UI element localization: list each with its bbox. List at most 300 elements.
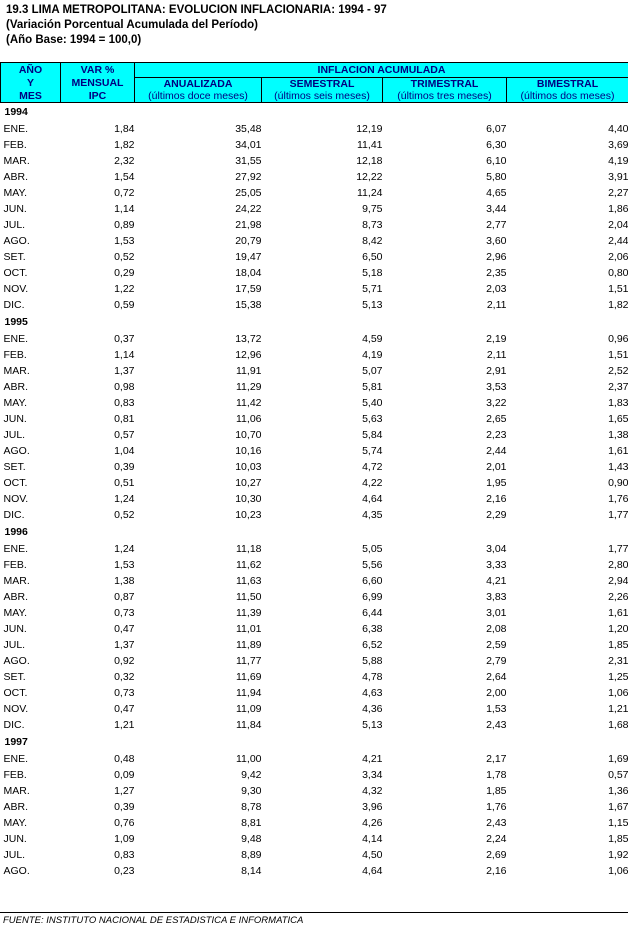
bimestral-cell: 1,85 bbox=[608, 833, 628, 845]
table-row bbox=[1, 637, 628, 653]
semestral-cell: 11,24 bbox=[357, 187, 383, 199]
header-anio: AÑO bbox=[1, 63, 61, 78]
year-row bbox=[1, 733, 628, 751]
semestral-cell: 5,84 bbox=[362, 429, 383, 441]
semestral-cell: 5,71 bbox=[362, 283, 383, 295]
var-mensual-cell: 0,09 bbox=[114, 769, 135, 781]
table-row bbox=[1, 557, 628, 573]
month-cell: MAR. bbox=[3, 365, 30, 377]
var-mensual-cell: 0,47 bbox=[114, 703, 135, 715]
month-cell: ABR. bbox=[3, 381, 29, 393]
bimestral-cell: 1,06 bbox=[608, 687, 628, 699]
month-cell: ABR. bbox=[3, 171, 29, 183]
semestral-cell: 5,13 bbox=[362, 299, 383, 311]
semestral-cell: 12,22 bbox=[356, 171, 383, 183]
month-cell: AGO. bbox=[3, 235, 30, 247]
trimestral-cell: 2,16 bbox=[486, 493, 507, 505]
trimestral-cell: 3,22 bbox=[486, 397, 507, 409]
semestral-cell: 5,74 bbox=[362, 445, 383, 457]
var-mensual-cell: 0,83 bbox=[114, 397, 135, 409]
table-header bbox=[1, 63, 628, 103]
title-block bbox=[6, 3, 387, 48]
year-row bbox=[1, 103, 628, 122]
semestral-cell: 12,18 bbox=[356, 155, 383, 167]
month-cell: DIC. bbox=[3, 299, 25, 311]
var-mensual-cell: 0,98 bbox=[114, 381, 135, 393]
source-note: FUENTE: INSTITUTO NACIONAL DE ESTADISTICA E INFORMATICA bbox=[3, 915, 304, 926]
table-row bbox=[1, 395, 628, 411]
bimestral-cell: 0,96 bbox=[608, 333, 628, 345]
header-mensual: MENSUAL bbox=[61, 78, 135, 91]
var-mensual-cell: 0,87 bbox=[114, 591, 135, 603]
anualizada-cell: 21,98 bbox=[235, 219, 262, 231]
anualizada-cell: 8,89 bbox=[241, 849, 262, 861]
anualizada-cell: 25,05 bbox=[235, 187, 262, 199]
month-cell: MAY. bbox=[3, 187, 28, 199]
table-row bbox=[1, 363, 628, 379]
bimestral-cell: 1,69 bbox=[608, 753, 628, 765]
var-mensual-cell: 0,32 bbox=[114, 671, 135, 683]
month-cell: JUL. bbox=[3, 639, 26, 651]
anualizada-cell: 8,81 bbox=[241, 817, 262, 829]
semestral-cell: 3,96 bbox=[362, 801, 383, 813]
table-row bbox=[1, 121, 628, 137]
table-row bbox=[1, 541, 628, 557]
anualizada-cell: 13,72 bbox=[235, 333, 262, 345]
bimestral-cell: 2,37 bbox=[608, 381, 628, 393]
var-mensual-cell: 1,24 bbox=[114, 543, 135, 555]
semestral-cell: 4,22 bbox=[362, 477, 383, 489]
trimestral-cell: 6,30 bbox=[486, 139, 507, 151]
table-row bbox=[1, 443, 628, 459]
table-body bbox=[1, 103, 628, 880]
anualizada-cell: 20,79 bbox=[235, 235, 262, 247]
semestral-cell: 4,21 bbox=[362, 753, 383, 765]
anualizada-cell: 8,14 bbox=[241, 865, 262, 877]
month-cell: JUN. bbox=[3, 833, 27, 845]
month-cell: NOV. bbox=[3, 703, 29, 715]
header-y: Y bbox=[1, 78, 61, 91]
trimestral-cell: 2,11 bbox=[486, 299, 507, 311]
trimestral-cell: 3,60 bbox=[486, 235, 507, 247]
bimestral-cell: 1,51 bbox=[608, 349, 628, 361]
anualizada-cell: 8,78 bbox=[241, 801, 262, 813]
anualizada-cell: 31,55 bbox=[235, 155, 262, 167]
trimestral-cell: 2,43 bbox=[486, 817, 507, 829]
header-bimestral-sub: (últimos dos meses) bbox=[507, 90, 628, 103]
semestral-cell: 8,73 bbox=[362, 219, 383, 231]
semestral-cell: 6,44 bbox=[362, 607, 383, 619]
trimestral-cell: 2,96 bbox=[486, 251, 507, 263]
anualizada-cell: 11,91 bbox=[236, 365, 262, 377]
bimestral-cell: 4,19 bbox=[608, 155, 628, 167]
semestral-cell: 4,32 bbox=[362, 785, 383, 797]
anualizada-cell: 12,96 bbox=[235, 349, 262, 361]
semestral-cell: 5,81 bbox=[362, 381, 383, 393]
bimestral-cell: 1,20 bbox=[608, 623, 628, 635]
month-cell: SET. bbox=[3, 251, 26, 263]
trimestral-cell: 3,44 bbox=[486, 203, 507, 215]
trimestral-cell: 1,53 bbox=[486, 703, 507, 715]
semestral-cell: 6,38 bbox=[362, 623, 383, 635]
var-mensual-cell: 0,72 bbox=[114, 187, 135, 199]
anualizada-cell: 35,48 bbox=[235, 123, 262, 135]
bimestral-cell: 1,61 bbox=[608, 445, 628, 457]
month-cell: JUN. bbox=[3, 413, 27, 425]
semestral-cell: 5,63 bbox=[362, 413, 383, 425]
trimestral-cell: 2,35 bbox=[486, 267, 507, 279]
bimestral-cell: 1,85 bbox=[608, 639, 628, 651]
anualizada-cell: 19,47 bbox=[235, 251, 262, 263]
table-row bbox=[1, 831, 628, 847]
var-mensual-cell: 0,81 bbox=[114, 413, 135, 425]
trimestral-cell: 5,80 bbox=[486, 171, 507, 183]
var-mensual-cell: 0,92 bbox=[114, 655, 135, 667]
table-row bbox=[1, 653, 628, 669]
header-ipc: IPC bbox=[61, 90, 135, 103]
semestral-cell: 4,14 bbox=[362, 833, 383, 845]
var-mensual-cell: 0,52 bbox=[114, 251, 135, 263]
bimestral-cell: 1,76 bbox=[608, 493, 628, 505]
bimestral-cell: 0,90 bbox=[608, 477, 628, 489]
anualizada-cell: 10,23 bbox=[235, 509, 262, 521]
trimestral-cell: 3,33 bbox=[486, 559, 507, 571]
month-cell: NOV. bbox=[3, 493, 29, 505]
semestral-cell: 5,05 bbox=[362, 543, 383, 555]
var-mensual-cell: 1,37 bbox=[114, 639, 135, 651]
semestral-cell: 4,63 bbox=[362, 687, 383, 699]
month-cell: MAR. bbox=[3, 575, 30, 587]
bimestral-cell: 1,06 bbox=[608, 865, 628, 877]
anualizada-cell: 11,77 bbox=[236, 655, 262, 667]
trimestral-cell: 4,21 bbox=[486, 575, 507, 587]
month-cell: OCT. bbox=[3, 687, 28, 699]
trimestral-cell: 2,24 bbox=[486, 833, 507, 845]
table-row bbox=[1, 589, 628, 605]
month-cell: ENE. bbox=[3, 333, 29, 345]
trimestral-cell: 2,77 bbox=[486, 219, 507, 231]
table-row bbox=[1, 847, 628, 863]
bimestral-cell: 1,86 bbox=[608, 203, 628, 215]
table-row bbox=[1, 297, 628, 313]
bimestral-cell: 4,40 bbox=[608, 123, 628, 135]
bimestral-cell: 2,26 bbox=[608, 591, 628, 603]
anualizada-cell: 10,30 bbox=[235, 493, 262, 505]
var-mensual-cell: 0,29 bbox=[114, 267, 135, 279]
anualizada-cell: 11,29 bbox=[236, 381, 262, 393]
anualizada-cell: 11,84 bbox=[236, 719, 262, 731]
table-row bbox=[1, 185, 628, 201]
var-mensual-cell: 1,37 bbox=[114, 365, 135, 377]
header-semestral: SEMESTRAL bbox=[262, 78, 383, 91]
month-cell: JUL. bbox=[3, 219, 26, 231]
table-row bbox=[1, 573, 628, 589]
trimestral-cell: 2,43 bbox=[486, 719, 507, 731]
anualizada-cell: 24,22 bbox=[235, 203, 262, 215]
bimestral-cell: 1,83 bbox=[608, 397, 628, 409]
header-anualizada: ANUALIZADA bbox=[135, 78, 262, 91]
var-mensual-cell: 0,73 bbox=[114, 607, 135, 619]
bimestral-cell: 0,57 bbox=[608, 769, 628, 781]
semestral-cell: 5,07 bbox=[362, 365, 383, 377]
var-mensual-cell: 0,59 bbox=[114, 299, 135, 311]
table-row bbox=[1, 281, 628, 297]
var-mensual-cell: 2,32 bbox=[114, 155, 135, 167]
month-cell: AGO. bbox=[3, 445, 30, 457]
month-cell: MAR. bbox=[3, 785, 30, 797]
anualizada-cell: 34,01 bbox=[235, 139, 262, 151]
table-row bbox=[1, 799, 628, 815]
header-semestral-sub: (últimos seis meses) bbox=[262, 90, 383, 103]
bimestral-cell: 1,61 bbox=[608, 607, 628, 619]
var-mensual-cell: 0,73 bbox=[114, 687, 135, 699]
header-var: VAR % bbox=[61, 63, 135, 78]
trimestral-cell: 1,85 bbox=[486, 785, 507, 797]
header-inflacion-acumulada: INFLACION ACUMULADA bbox=[135, 63, 628, 78]
semestral-cell: 3,34 bbox=[362, 769, 383, 781]
trimestral-cell: 2,08 bbox=[486, 623, 507, 635]
trimestral-cell: 1,95 bbox=[486, 477, 507, 489]
trimestral-cell: 2,23 bbox=[486, 429, 507, 441]
table-row bbox=[1, 265, 628, 281]
bimestral-cell: 1,65 bbox=[608, 413, 628, 425]
trimestral-cell: 3,53 bbox=[486, 381, 507, 393]
year-row bbox=[1, 523, 628, 541]
bimestral-cell: 1,15 bbox=[608, 817, 628, 829]
bimestral-cell: 3,91 bbox=[608, 171, 628, 183]
anualizada-cell: 15,38 bbox=[235, 299, 262, 311]
semestral-cell: 11,41 bbox=[357, 139, 383, 151]
anualizada-cell: 10,70 bbox=[235, 429, 262, 441]
bimestral-cell: 0,80 bbox=[608, 267, 628, 279]
anualizada-cell: 11,00 bbox=[236, 753, 262, 765]
semestral-cell: 4,59 bbox=[362, 333, 383, 345]
semestral-cell: 6,50 bbox=[362, 251, 383, 263]
table-row bbox=[1, 783, 628, 799]
semestral-cell: 6,99 bbox=[362, 591, 383, 603]
inflation-table bbox=[0, 62, 628, 879]
month-cell: ENE. bbox=[3, 123, 29, 135]
year-label: 1996 bbox=[4, 526, 28, 538]
table-row bbox=[1, 459, 628, 475]
anualizada-cell: 11,42 bbox=[236, 397, 262, 409]
month-cell: MAY. bbox=[3, 607, 28, 619]
var-mensual-cell: 1,24 bbox=[114, 493, 135, 505]
trimestral-cell: 2,19 bbox=[486, 333, 507, 345]
var-mensual-cell: 0,83 bbox=[114, 849, 135, 861]
month-cell: MAY. bbox=[3, 397, 28, 409]
semestral-cell: 5,88 bbox=[362, 655, 383, 667]
var-mensual-cell: 1,22 bbox=[114, 283, 135, 295]
anualizada-cell: 11,94 bbox=[236, 687, 262, 699]
bimestral-cell: 2,52 bbox=[608, 365, 628, 377]
month-cell: DIC. bbox=[3, 509, 25, 521]
table-row bbox=[1, 621, 628, 637]
bimestral-cell: 1,21 bbox=[608, 703, 628, 715]
trimestral-cell: 2,00 bbox=[486, 687, 507, 699]
semestral-cell: 4,35 bbox=[362, 509, 383, 521]
trimestral-cell: 4,65 bbox=[486, 187, 507, 199]
var-mensual-cell: 0,37 bbox=[114, 333, 135, 345]
var-mensual-cell: 0,47 bbox=[114, 623, 135, 635]
bimestral-cell: 1,51 bbox=[608, 283, 628, 295]
trimestral-cell: 3,01 bbox=[486, 607, 507, 619]
semestral-cell: 5,56 bbox=[362, 559, 383, 571]
anualizada-cell: 9,42 bbox=[241, 769, 262, 781]
trimestral-cell: 2,59 bbox=[486, 639, 507, 651]
month-cell: JUN. bbox=[3, 203, 27, 215]
var-mensual-cell: 1,38 bbox=[114, 575, 135, 587]
table-row bbox=[1, 427, 628, 443]
anualizada-cell: 11,09 bbox=[236, 703, 262, 715]
anualizada-cell: 10,03 bbox=[235, 461, 262, 473]
var-mensual-cell: 0,39 bbox=[114, 461, 135, 473]
month-cell: FEB. bbox=[3, 769, 27, 781]
trimestral-cell: 3,83 bbox=[486, 591, 507, 603]
month-cell: ABR. bbox=[3, 801, 29, 813]
month-cell: AGO. bbox=[3, 655, 30, 667]
month-cell: OCT. bbox=[3, 477, 28, 489]
table-row bbox=[1, 507, 628, 523]
bimestral-cell: 2,04 bbox=[608, 219, 628, 231]
table-row bbox=[1, 379, 628, 395]
anualizada-cell: 9,48 bbox=[241, 833, 262, 845]
month-cell: FEB. bbox=[3, 139, 27, 151]
var-mensual-cell: 1,84 bbox=[114, 123, 135, 135]
table-row bbox=[1, 331, 628, 347]
trimestral-cell: 6,07 bbox=[486, 123, 507, 135]
month-cell: SET. bbox=[3, 461, 26, 473]
bimestral-cell: 1,38 bbox=[608, 429, 628, 441]
var-mensual-cell: 1,14 bbox=[114, 203, 135, 215]
header-trimestral: TRIMESTRAL bbox=[383, 78, 507, 91]
var-mensual-cell: 0,76 bbox=[114, 817, 135, 829]
trimestral-cell: 1,78 bbox=[486, 769, 507, 781]
semestral-cell: 5,13 bbox=[362, 719, 383, 731]
bimestral-cell: 1,92 bbox=[608, 849, 628, 861]
semestral-cell: 8,42 bbox=[362, 235, 383, 247]
table-row bbox=[1, 217, 628, 233]
month-cell: JUL. bbox=[3, 429, 26, 441]
table-row bbox=[1, 475, 628, 491]
year-label: 1997 bbox=[4, 736, 28, 748]
anualizada-cell: 11,18 bbox=[236, 543, 262, 555]
table-row bbox=[1, 411, 628, 427]
trimestral-cell: 3,04 bbox=[486, 543, 507, 555]
semestral-cell: 6,60 bbox=[362, 575, 383, 587]
anualizada-cell: 11,69 bbox=[236, 671, 262, 683]
var-mensual-cell: 0,51 bbox=[114, 477, 135, 489]
month-cell: NOV. bbox=[3, 283, 29, 295]
month-cell: SET. bbox=[3, 671, 26, 683]
bottom-divider bbox=[0, 912, 628, 913]
month-cell: MAR. bbox=[3, 155, 30, 167]
var-mensual-cell: 0,89 bbox=[114, 219, 135, 231]
bimestral-cell: 1,25 bbox=[608, 671, 628, 683]
semestral-cell: 5,40 bbox=[362, 397, 383, 409]
bimestral-cell: 2,06 bbox=[608, 251, 628, 263]
var-mensual-cell: 1,21 bbox=[114, 719, 135, 731]
bimestral-cell: 2,31 bbox=[608, 655, 628, 667]
var-mensual-cell: 1,09 bbox=[114, 833, 135, 845]
bimestral-cell: 2,44 bbox=[608, 235, 628, 247]
var-mensual-cell: 1,27 bbox=[114, 785, 135, 797]
table-row bbox=[1, 491, 628, 507]
bimestral-cell: 2,27 bbox=[608, 187, 628, 199]
month-cell: AGO. bbox=[3, 865, 30, 877]
trimestral-cell: 2,44 bbox=[486, 445, 507, 457]
var-mensual-cell: 1,54 bbox=[114, 171, 135, 183]
year-row bbox=[1, 313, 628, 331]
page-title: 19.3 LIMA METROPOLITANA: EVOLUCION INFLACIONARIA: 1994 - 97 bbox=[6, 4, 387, 16]
table-row bbox=[1, 863, 628, 879]
trimestral-cell: 6,10 bbox=[486, 155, 507, 167]
trimestral-cell: 2,69 bbox=[486, 849, 507, 861]
month-cell: ABR. bbox=[3, 591, 29, 603]
table-row bbox=[1, 153, 628, 169]
var-mensual-cell: 0,57 bbox=[114, 429, 135, 441]
anualizada-cell: 10,27 bbox=[235, 477, 262, 489]
anualizada-cell: 11,62 bbox=[236, 559, 262, 571]
semestral-cell: 4,78 bbox=[362, 671, 383, 683]
month-cell: FEB. bbox=[3, 559, 27, 571]
anualizada-cell: 11,06 bbox=[236, 413, 262, 425]
anualizada-cell: 11,01 bbox=[236, 623, 262, 635]
trimestral-cell: 2,65 bbox=[486, 413, 507, 425]
var-mensual-cell: 0,23 bbox=[114, 865, 135, 877]
trimestral-cell: 2,91 bbox=[486, 365, 507, 377]
header-trimestral-sub: (últimos tres meses) bbox=[383, 90, 507, 103]
table-row bbox=[1, 233, 628, 249]
table-row bbox=[1, 249, 628, 265]
month-cell: DIC. bbox=[3, 719, 25, 731]
table-row bbox=[1, 169, 628, 185]
table-row bbox=[1, 669, 628, 685]
table-row bbox=[1, 751, 628, 767]
table-row bbox=[1, 767, 628, 783]
semestral-cell: 4,19 bbox=[362, 349, 383, 361]
month-cell: OCT. bbox=[3, 267, 28, 279]
var-mensual-cell: 1,82 bbox=[114, 139, 135, 151]
header-anualizada-sub: (últimos doce meses) bbox=[135, 90, 262, 103]
base-year-note: (Año Base: 1994 = 100,0) bbox=[6, 34, 142, 46]
bimestral-cell: 1,77 bbox=[608, 509, 628, 521]
var-mensual-cell: 1,53 bbox=[114, 559, 135, 571]
month-cell: MAY. bbox=[3, 817, 28, 829]
anualizada-cell: 11,63 bbox=[236, 575, 262, 587]
bimestral-cell: 2,94 bbox=[608, 575, 628, 587]
table-row bbox=[1, 815, 628, 831]
header-mes: MES bbox=[1, 90, 61, 103]
month-cell: FEB. bbox=[3, 349, 27, 361]
table-row bbox=[1, 201, 628, 217]
semestral-cell: 6,52 bbox=[362, 639, 383, 651]
anualizada-cell: 27,92 bbox=[235, 171, 262, 183]
bimestral-cell: 1,82 bbox=[608, 299, 628, 311]
table-row bbox=[1, 717, 628, 733]
anualizada-cell: 17,59 bbox=[235, 283, 262, 295]
trimestral-cell: 2,17 bbox=[486, 753, 507, 765]
anualizada-cell: 11,89 bbox=[236, 639, 262, 651]
year-label: 1994 bbox=[4, 106, 28, 118]
semestral-cell: 9,75 bbox=[362, 203, 383, 215]
var-mensual-cell: 0,52 bbox=[114, 509, 135, 521]
var-mensual-cell: 0,39 bbox=[114, 801, 135, 813]
semestral-cell: 4,72 bbox=[362, 461, 383, 473]
bimestral-cell: 3,69 bbox=[608, 139, 628, 151]
semestral-cell: 5,18 bbox=[362, 267, 383, 279]
bimestral-cell: 1,77 bbox=[608, 543, 628, 555]
